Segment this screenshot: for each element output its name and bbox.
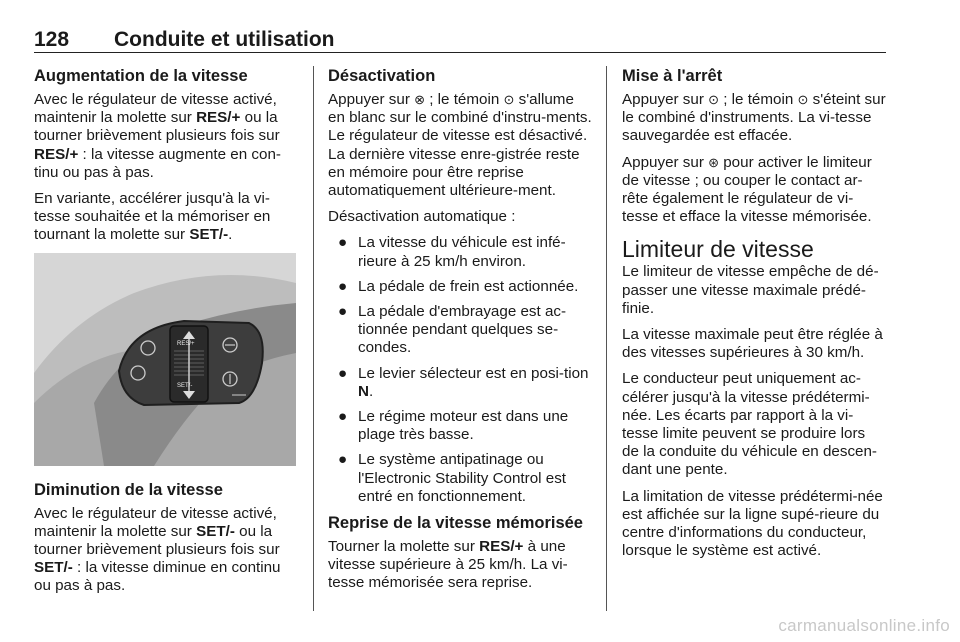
- cruise-control-icon: ⊙: [708, 92, 720, 107]
- cruise-control-indicator-icon: ⊙: [797, 92, 809, 107]
- watermark: carmanualsonline.info: [778, 616, 950, 635]
- column-divider: [606, 66, 607, 611]
- column-2: [328, 66, 594, 601]
- page-title: Conduite et utilisation: [114, 28, 335, 51]
- paragraph: Le conducteur peut uniquement ac-célérer jusqu'à la vitesse prédétermi-née. Les écarts par rapport à la vi-tesse limite peuvent se produire lors de la conduite du véhicule en descen-dant une pente.: [622, 370, 877, 479]
- list-item: ● Le système antipatinage ou l'Electronic Stability Control est entré en fonctionnement.: [338, 451, 567, 505]
- list-item: ● La pédale de frein est actionnée.: [338, 277, 579, 295]
- column-1: [34, 66, 296, 604]
- section-heading-decrease: Diminution de la vitesse: [34, 480, 223, 499]
- paragraph: Le limiteur de vitesse empêche de dé-passer une vitesse maximale prédé-finie.: [622, 263, 879, 317]
- section-heading-increase: Augmentation de la vitesse: [34, 67, 248, 85]
- paragraph: Tourner la molette sur RES/+ à une vitesse supérieure à 25 km/h. La vi-tesse mémorisée sera reprise.: [328, 538, 568, 592]
- list-item: ● Le régime moteur est dans une plage très basse.: [338, 408, 569, 444]
- cruise-cancel-icon: ⊗: [414, 92, 426, 107]
- list-item: ● Le levier sélecteur est en posi-tion N.: [338, 364, 589, 400]
- auto-deactivation-list: [328, 234, 594, 506]
- paragraph: Avec le régulateur de vitesse activé, maintenir la molette sur SET/- ou la tourner brièvement plusieurs fois sur SET/- : la vitesse diminue en continu ou pas à pas.: [34, 504, 281, 595]
- paragraph: Appuyer sur ⊛ pour activer le limiteur de vitesse ; ou couper le contact ar-rête également le régulateur de vi-tesse et efface la vitesse mémorisée.: [622, 153, 872, 226]
- section-heading-resume: Reprise de la vitesse mémorisée: [328, 514, 583, 533]
- column-divider: [313, 66, 314, 611]
- list-item: ● La vitesse du véhicule est infé-rieure à 25 km/h environ.: [338, 234, 566, 270]
- speed-limiter-icon: ⊛: [708, 154, 720, 170]
- paragraph: La limitation de vitesse prédétermi-née est affichée sur la ligne supé-rieure du centre d'informations du conducteur, lorsque le système est activé.: [622, 487, 883, 560]
- section-heading-off: Mise à l'arrêt: [622, 67, 723, 85]
- column-3: [622, 66, 886, 568]
- steering-wheel-illustration: [34, 253, 296, 466]
- cruise-control-indicator-icon: ⊙: [503, 92, 515, 107]
- list-item: ● La pédale d'embrayage est ac-tionnée pendant quelques se-condes.: [338, 303, 567, 357]
- section-heading-speed-limiter: Limiteur de vitesse: [622, 236, 814, 263]
- steering-wheel-controls-figure: [34, 253, 296, 466]
- section-heading-deactivation: Désactivation: [328, 67, 436, 85]
- paragraph: La vitesse maximale peut être réglée à des vitesses supérieures à 30 km/h.: [622, 326, 883, 362]
- header-rule: [34, 52, 886, 53]
- paragraph: En variante, accélérer jusqu'à la vi-tesse souhaitée et la mémoriser en tournant la molette sur SET/-.: [34, 190, 271, 244]
- paragraph: Avec le régulateur de vitesse activé, maintenir la molette sur RES/+ ou la tourner brièvement plusieurs fois sur RES/+ : la vitesse augmente en con-tinu ou pas à pas.: [34, 91, 281, 181]
- page-number: 128: [34, 28, 70, 51]
- paragraph: Désactivation automatique :: [328, 208, 516, 226]
- svg-text:SET/-: SET/-: [177, 382, 193, 389]
- svg-text:RES/+: RES/+: [177, 340, 195, 347]
- paragraph: Appuyer sur ⊙ ; le témoin ⊙ s'éteint sur le combiné d'instruments. La vi-tesse sauvegardée est effacée.: [622, 91, 886, 145]
- paragraph: Appuyer sur ⊗ ; le témoin ⊙ s'allume en blanc sur le combiné d'instru-ments. Le régulateur de vitesse est désactivé. La dernière vitesse enre-gistrée reste en mémoire pour être reprise automatiquement ultérieure-ment.: [328, 91, 592, 200]
- page-header: [34, 24, 886, 52]
